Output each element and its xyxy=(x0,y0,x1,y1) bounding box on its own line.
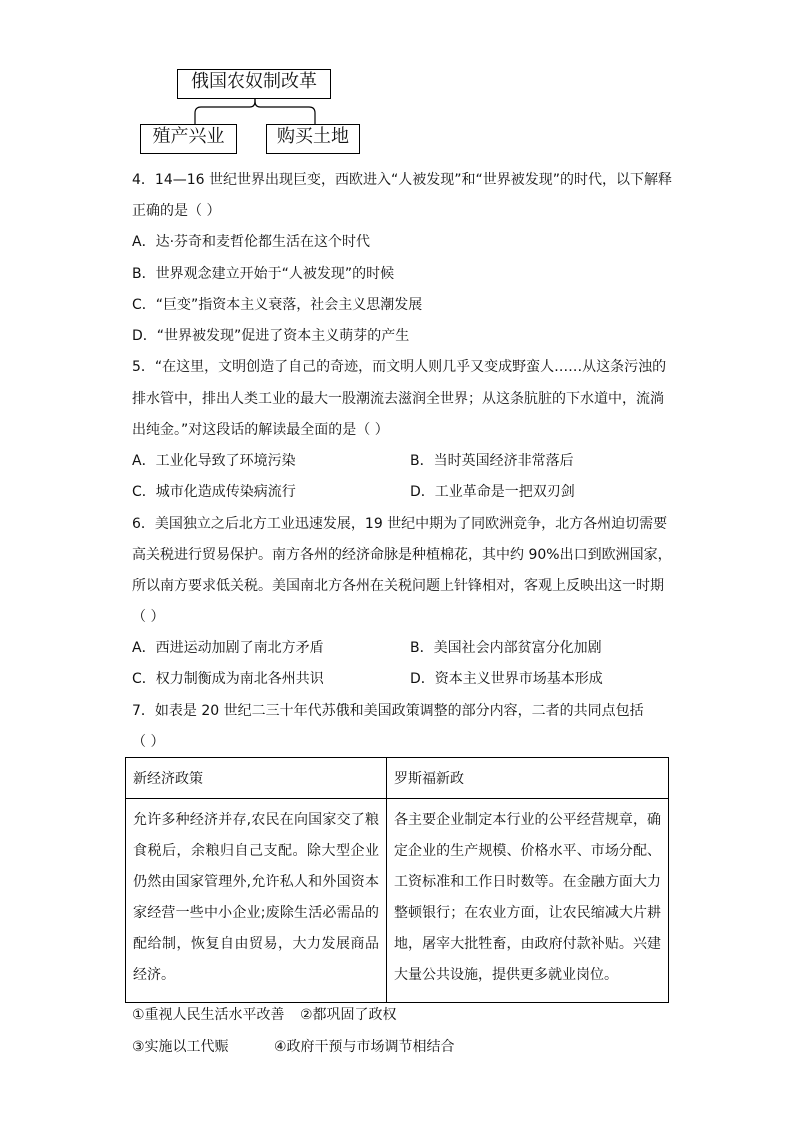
q7-choice-1: ①重视人民生活水平改善 xyxy=(132,1007,285,1023)
q6-option-b: B．美国社会内部贫富分化加剧 xyxy=(410,640,602,656)
q5-stem-line1: 5．“在这里，文明创造了自己的奇迹，而文明人则几乎又变成野蛮人……从这条污浊的 xyxy=(132,359,667,375)
diagram-left-label: 殖产兴业 xyxy=(152,126,225,147)
q7-stem-line1: 7．如表是 20 世纪二三十年代苏俄和美国政策调整的部分内容，二者的共同点包括 xyxy=(132,703,644,719)
q4-option-b: B．世界观念建立开始于“人被发现”的时候 xyxy=(132,266,395,282)
q7-choice-2: ②都巩固了政权 xyxy=(300,1007,397,1023)
q5-option-c: C．城市化造成传染病流行 xyxy=(132,484,296,500)
q6-stem-line3: 所以南方要求低关税。美国南北方各州在关税问题上针锋相对，客观上反映出这一时期 xyxy=(132,578,664,594)
q5-stem-line3: 出纯金。”对这段话的解读最全面的是（ ） xyxy=(132,422,389,438)
diagram-left-box xyxy=(140,124,237,154)
diagram-top-box xyxy=(177,69,331,99)
table-cell-nep xyxy=(126,799,387,1003)
table-header-nep: 新经济政策 xyxy=(126,758,387,799)
q4-stem-line2: 正确的是（ ） xyxy=(132,203,221,219)
q6-option-c: C．权力制衡成为南北各州共识 xyxy=(132,671,324,687)
q4-option-d: D．“世界被发现”促进了资本主义萌芽的产生 xyxy=(132,328,410,344)
q7-choice-4: ④政府干预与市场调节相结合 xyxy=(274,1039,455,1055)
q5-option-a: A．工业化导致了环境污染 xyxy=(132,453,296,469)
q6-option-d: D．资本主义世界市场基本形成 xyxy=(410,671,603,687)
q7-stem-line2: （ ） xyxy=(132,734,165,750)
q4-stem-line1: 4．14—16 世纪世界出现巨变，西欧进入“人被发现”和“世界被发现”的时代，以下解释 xyxy=(132,172,672,188)
diagram-top-label: 俄国农奴制改革 xyxy=(191,71,317,92)
q6-stem-line4: （ ） xyxy=(132,609,165,625)
q4-option-c: C．“巨变”指资本主义衰落，社会主义思潮发展 xyxy=(132,297,423,313)
q5-option-d: D．工业革命是一把双刃剑 xyxy=(410,484,575,500)
q6-stem-line2: 高关税进行贸易保护。南方各州的经济命脉是种植棉花，其中约 90%出口到欧洲国家， xyxy=(132,547,672,563)
q5-option-b: B．当时英国经济非常落后 xyxy=(410,453,574,469)
q6-option-a: A．西进运动加剧了南北方矛盾 xyxy=(132,640,324,656)
q5-stem-line2: 排水管中，排出人类工业的最大一股潮流去滋润全世界；从这条肮脏的下水道中，流淌 xyxy=(132,391,664,407)
table-header-new-deal: 罗斯福新政 xyxy=(387,758,669,799)
new-deal-content: 各主要企业制定本行业的公平经营规章，确定企业的生产规模、价格水平、市场分配、工资标准和工作日时数等。在金融方面大力整顿银行；在农业方面，让农民缩减大片耕地，屠宰大批牲畜，由政府付款补贴。兴建大量公共设施，提供更多就业岗位。 xyxy=(394,812,661,983)
diagram-connector xyxy=(190,99,320,125)
diagram-right-label: 购买土地 xyxy=(277,126,349,147)
diagram-right-box xyxy=(266,124,360,154)
table-header-row xyxy=(126,758,669,799)
policy-comparison-table xyxy=(125,757,669,1003)
q4-option-a: A．达·芬奇和麦哲伦都生活在这个时代 xyxy=(132,234,371,250)
q7-choice-3: ③实施以工代赈 xyxy=(132,1039,229,1055)
nep-content: 允许多种经济并存,农民在向国家交了粮食税后，余粮归自己支配。除大型企业仍然由国家管理外,允许私人和外国资本家经营一些中小企业;废除生活必需品的配给制，恢复自由贸易，大力发展商品经济。 xyxy=(133,812,379,983)
table-body-row xyxy=(126,799,669,1003)
table-cell-new-deal xyxy=(387,799,669,1003)
q6-stem-line1: 6．美国独立之后北方工业迅速发展，19 世纪中期为了同欧洲竞争，北方各州迫切需要 xyxy=(132,516,668,532)
